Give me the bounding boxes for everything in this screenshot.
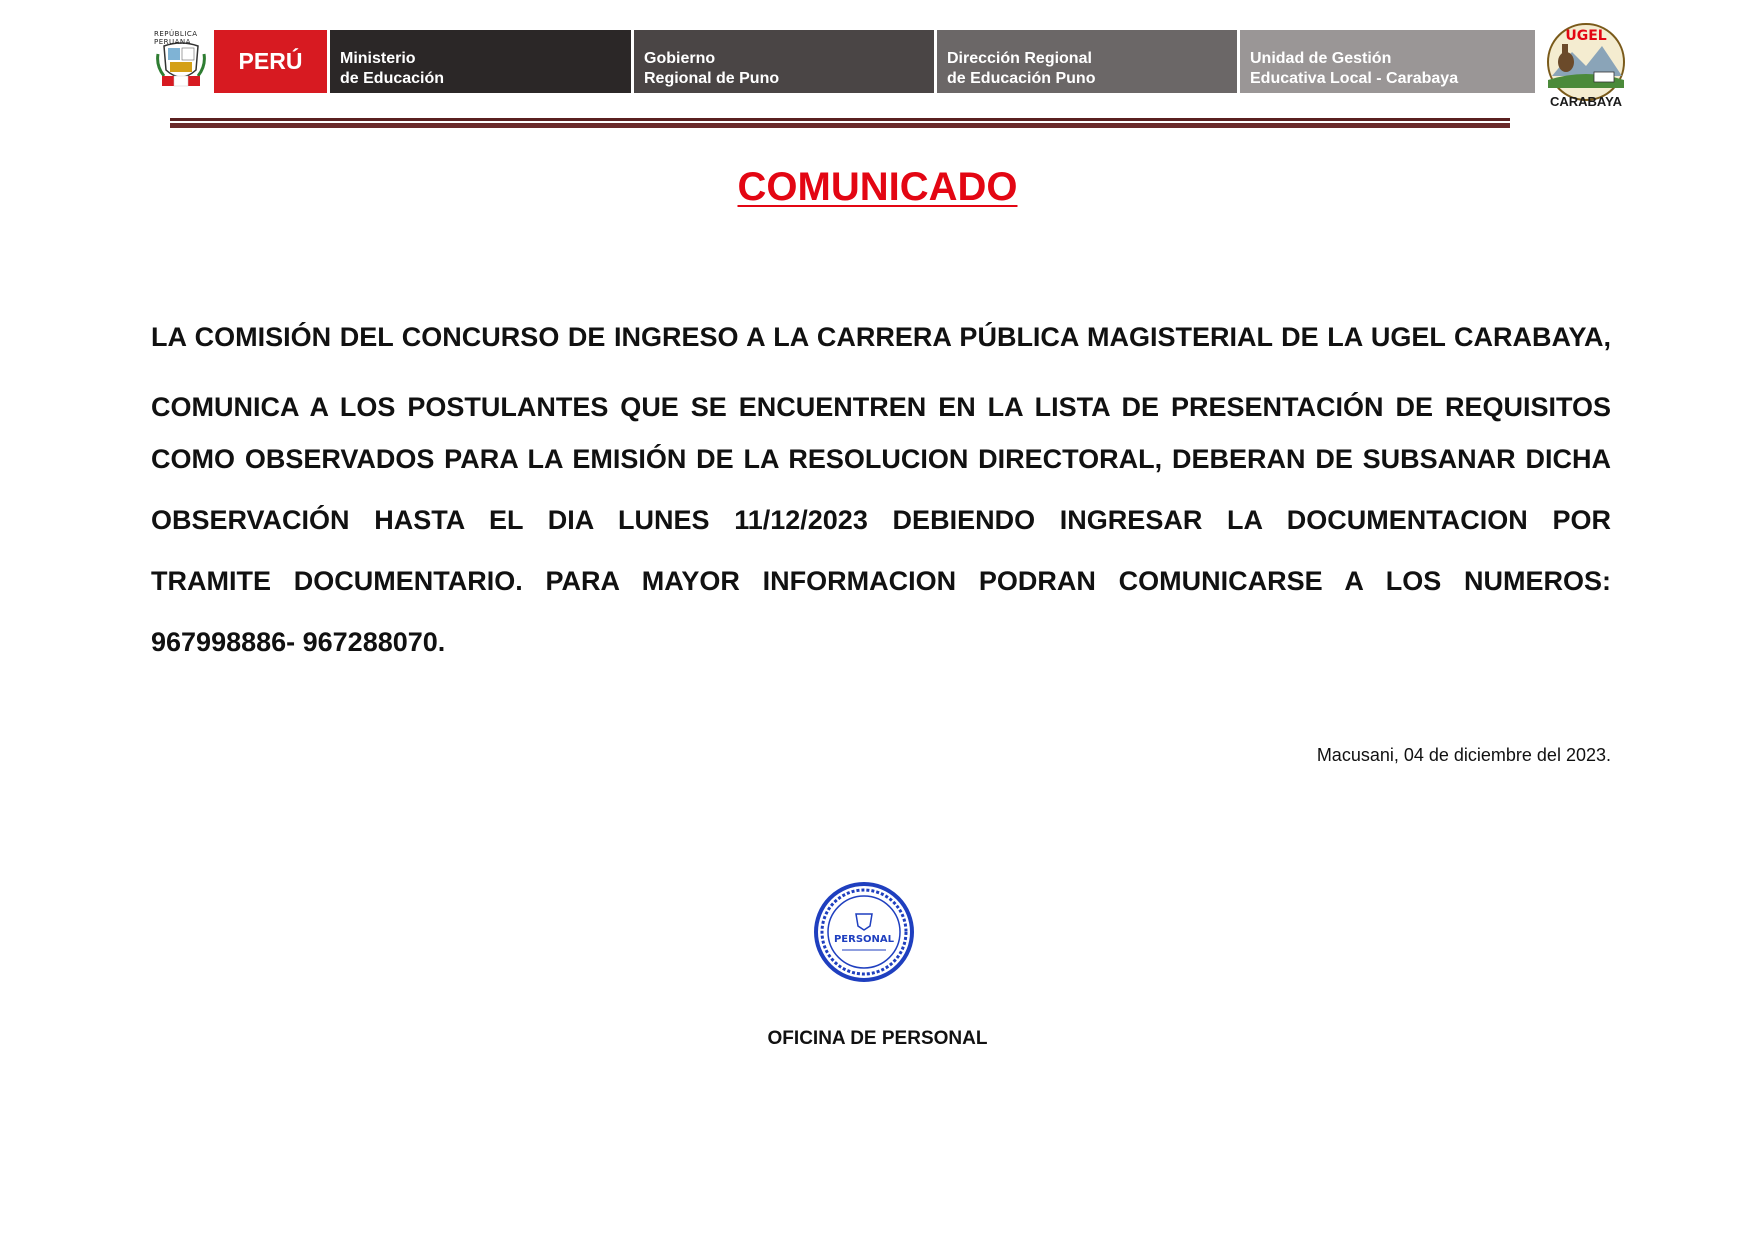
date-line: Macusani, 04 de diciembre del 2023. [1316, 745, 1611, 765]
ugel-line2: Educativa Local - Carabaya [1250, 70, 1459, 87]
body-line-5: TRAMITE DOCUMENTARIO. PARA MAYOR INFORMACION PODRAN COMUNICARSE A LOS NUMEROS: [151, 566, 1611, 596]
regional-government-segment [634, 30, 934, 93]
regional-directorate-line2: de Educación Puno [947, 70, 1096, 87]
stamp-text: PERSONAL [833, 934, 895, 945]
regional-government-line1: Gobierno [644, 50, 716, 67]
official-stamp-icon [812, 880, 916, 984]
shield-caption: REPÚBLICA PERUANA [154, 30, 198, 46]
ministry-segment [330, 30, 631, 93]
document-title: COMUNICADO [737, 165, 1018, 209]
ministry-line2: de Educación [340, 70, 445, 87]
peru-label: PERÚ [214, 30, 327, 93]
body-line-1: LA COMISIÓN DEL CONCURSO DE INGRESO A LA CARRERA PÚBLICA MAGISTERIAL DE LA UGEL CARABAYA, [151, 322, 1611, 352]
ugel-logo-caption: CARABAYA [1549, 94, 1622, 109]
header-divider-thick [170, 123, 1510, 128]
peru-coat-of-arms [150, 30, 212, 93]
ugel-line1: Unidad de Gestión [1250, 50, 1392, 67]
body-line-4: OBSERVACIÓN HASTA EL DIA LUNES 11/12/2023 DEBIENDO INGRESAR LA DOCUMENTACION POR [151, 505, 1611, 535]
signature-office: OFICINA DE PERSONAL [767, 1028, 988, 1049]
regional-directorate-line1: Dirección Regional [947, 50, 1092, 67]
body-line-2: COMUNICA A LOS POSTULANTES QUE SE ENCUENTREN EN LA LISTA DE PRESENTACIÓN DE REQUISITOS [151, 392, 1611, 422]
institution-header [150, 30, 1535, 93]
ugel-logo-text: UGEL [1565, 28, 1607, 44]
regional-directorate-segment [937, 30, 1237, 93]
ugel-segment [1240, 30, 1535, 93]
regional-government-line2: Regional de Puno [644, 70, 780, 87]
body-line-6: 967998886- 967288070. [151, 627, 446, 657]
body-line-3: COMO OBSERVADOS PARA LA EMISIÓN DE LA RESOLUCION DIRECTORAL, DEBERAN DE SUBSANAR DICHA [151, 444, 1611, 474]
ministry-line1: Ministerio [340, 50, 416, 67]
header-divider-thin [170, 118, 1510, 121]
